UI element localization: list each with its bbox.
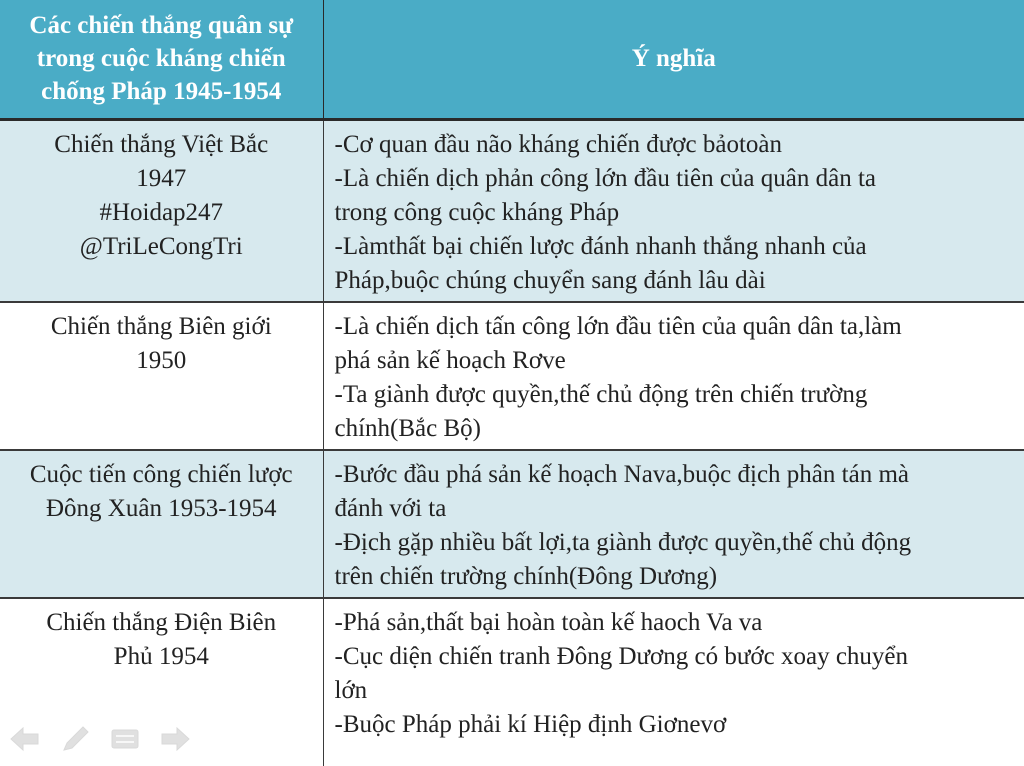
header-significance: Ý nghĩa [323, 0, 1024, 119]
significance-line: -Bước đầu phá sản kế hoạch Nava,buộc địch phân tán mà [334, 461, 909, 488]
significance-line: Pháp,buộc chúng chuyển sang đánh lâu dài [334, 266, 766, 294]
header-line: chống Pháp 1945-1954 [41, 78, 282, 106]
victory-line: Cuộc tiến công chiến lược [29, 461, 293, 488]
significance-line: chính(Bắc Bộ) [334, 415, 481, 442]
pen-button[interactable] [58, 724, 92, 754]
significance-line: -Là chiến dịch phản công lớn đầu tiên của quân dân ta [334, 164, 876, 192]
significance-line: -Cục diện chiến tranh Đông Dương có bước xoay chuyển [334, 643, 909, 670]
significance-line: -Địch gặp nhiều bất lợi,ta giành được quyền,thế chủ động [334, 529, 912, 556]
arrow-right-icon [158, 724, 192, 754]
victory-cell [0, 119, 323, 302]
significance-line: trên chiến trường chính(Đông Dương) [334, 563, 718, 590]
victory-cell [0, 450, 323, 598]
significance-line: lớn [334, 677, 368, 704]
victory-cell [0, 302, 323, 450]
significance-line: trong công cuộc kháng Pháp [334, 198, 620, 226]
table-row [0, 450, 1024, 598]
pen-icon [58, 724, 92, 754]
victory-line: Chiến thắng Biên giới [50, 313, 272, 340]
victory-line: Chiến thắng Điện Biên [46, 609, 277, 636]
next-slide-button[interactable] [158, 724, 192, 754]
significance-cell [323, 119, 1024, 302]
victory-line: Phủ 1954 [113, 643, 209, 670]
slide-menu-button[interactable] [108, 724, 142, 754]
table-row [0, 119, 1024, 302]
arrow-left-icon [8, 724, 42, 754]
victory-line: @TriLeCongTri [79, 232, 243, 260]
slideshow-nav [8, 724, 193, 754]
significance-cell [323, 450, 1024, 598]
significance-line: -Làmthất bại chiến lược đánh nhanh thắng nhanh của [334, 232, 867, 260]
significance-line: -Ta giành được quyền,thế chủ động trên chiến trường [334, 381, 868, 408]
victory-line: 1947 [136, 164, 187, 192]
victory-line: 1950 [136, 347, 187, 374]
header-line: Các chiến thắng quân sự [29, 12, 294, 40]
menu-icon [108, 724, 142, 754]
victory-line: #Hoidap247 [99, 198, 224, 226]
table-header-row [0, 0, 1024, 119]
significance-cell [323, 598, 1024, 766]
significance-line: -Phá sản,thất bại hoàn toàn kế haoch Va va [334, 609, 763, 636]
significance-line: -Là chiến dịch tấn công lớn đầu tiên của quân dân ta,làm [334, 313, 902, 340]
significance-cell [323, 302, 1024, 450]
victory-line: Đông Xuân 1953-1954 [45, 495, 277, 522]
header-victories [0, 0, 323, 119]
significance-line: -Cơ quan đầu não kháng chiến được bảotoàn [334, 130, 782, 158]
victory-line: Chiến thắng Việt Bắc [54, 130, 269, 158]
table-row [0, 302, 1024, 450]
header-line: trong cuộc kháng chiến [36, 45, 286, 73]
significance-line: -Buộc Pháp phải kí Hiệp định Giơnevơ [334, 711, 727, 738]
significance-line: đánh với ta [334, 495, 447, 522]
previous-slide-button[interactable] [8, 724, 42, 754]
significance-line: phá sản kế hoạch Rơve [334, 347, 566, 374]
